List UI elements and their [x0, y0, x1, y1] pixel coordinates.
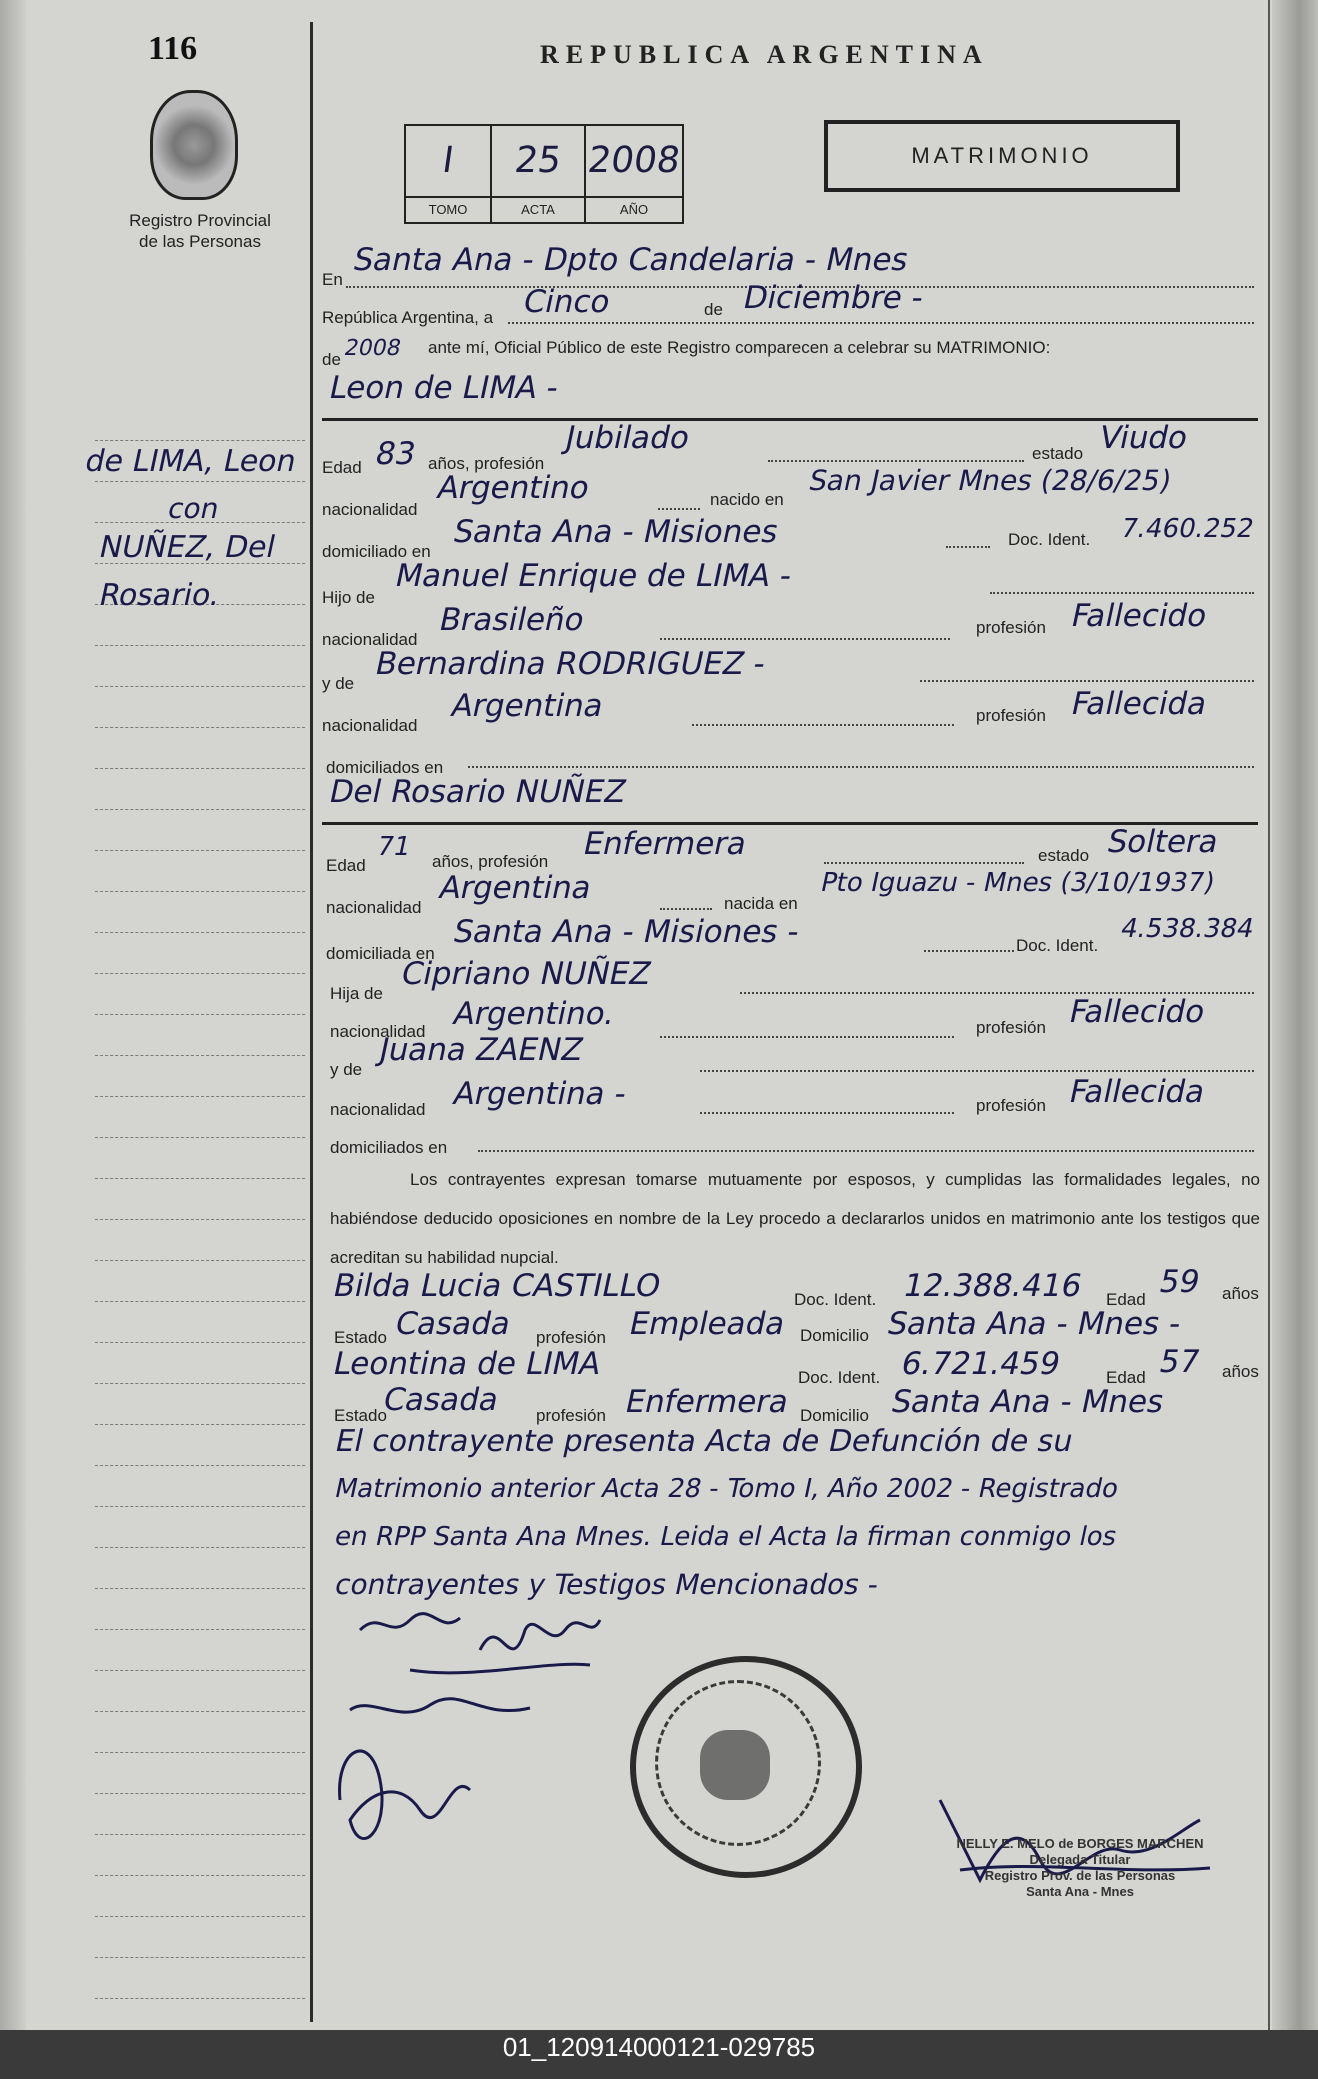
groom-signature: [350, 1590, 610, 1700]
groom-edad-label: Edad: [322, 458, 362, 477]
margin-ruled-line: [95, 1342, 305, 1343]
margin-ruled-line: [95, 1219, 305, 1220]
bride-mother-nat-label: nacionalidad: [330, 1100, 426, 1119]
witness1-prof-label: profesión: [536, 1328, 606, 1347]
margin-ruled-line: [95, 850, 305, 851]
official-name: NELLY E. MELO de BORGES MARCHEN: [956, 1836, 1204, 1851]
bride-profesion-label: años, profesión: [432, 852, 549, 871]
witness2-doc: 6.721.459: [898, 1346, 1064, 1382]
bride-nacionalidad-label: nacionalidad: [326, 898, 422, 917]
witness2-prof-label: profesión: [536, 1406, 606, 1425]
margin-ruled-line: [95, 1260, 305, 1261]
witness1-age: 59: [1156, 1264, 1204, 1300]
groom-profesion-label: años, profesión: [428, 454, 545, 473]
bride-father-nat-label: nacionalidad: [330, 1022, 426, 1041]
bride-mother-nat: Argentina -: [450, 1076, 630, 1112]
margin-ruled-line: [95, 932, 305, 933]
groom-mother-prof: Fallecida: [1068, 686, 1211, 722]
registry-line-2: de las Personas: [139, 232, 261, 251]
witness2-name: Leontina de LIMA: [330, 1346, 605, 1382]
ano-label: AÑO: [586, 196, 682, 222]
witness2-doc-label: Doc. Ident.: [798, 1368, 881, 1387]
margin-ruled-line: [95, 1506, 305, 1507]
note-line-2: Matrimonio anterior Acta 28 - Tomo I, Año 2002 - Registrado: [332, 1474, 1122, 1504]
margin-ruled-line: [95, 686, 305, 687]
bride-yde-label: y de: [330, 1060, 363, 1079]
groom-yde-label: y de: [322, 674, 355, 693]
bride-edad-label: Edad: [326, 856, 366, 875]
witness2-status: Casada: [380, 1382, 503, 1418]
tomo-value: I: [439, 140, 457, 181]
witness2-address: Santa Ana - Mnes: [888, 1384, 1168, 1420]
groom-father-nat-label: nacionalidad: [322, 630, 418, 649]
witness2-anos-label: años: [1222, 1362, 1259, 1381]
margin-ruled-line: [95, 1383, 305, 1384]
margin-ruled-line: [95, 1301, 305, 1302]
margin-ruled-line: [95, 481, 305, 482]
groom-mother: Bernardina RODRIGUEZ -: [372, 646, 769, 682]
margin-ruled-line: [95, 727, 305, 728]
bride-prof-line: [824, 862, 1024, 864]
bride-mother-nat-line: [700, 1112, 954, 1114]
bride-address: Santa Ana - Misiones -: [450, 914, 803, 950]
margin-ruled-line: [95, 973, 305, 974]
bride-doc-label: Doc. Ident.: [1016, 936, 1099, 955]
groom-mother-prof-label: profesión: [976, 706, 1046, 725]
bride-mother-line: [700, 1070, 1254, 1072]
groom-father-prof: Fallecido: [1068, 598, 1211, 634]
margin-ruled-line: [95, 1711, 305, 1712]
de-label: de: [704, 300, 723, 319]
bride-doc: 4.538.384: [1118, 914, 1257, 944]
left-page-edge: [0, 0, 26, 2030]
groom-prof-line: [768, 460, 1024, 462]
record-box: [404, 124, 684, 224]
groom-doc-label: Doc. Ident.: [1008, 530, 1091, 549]
witness1-anos-label: años: [1222, 1284, 1259, 1303]
note-line-1: El contrayente presenta Acta de Defunción de su: [332, 1424, 1077, 1459]
witness2-profession: Enfermera: [622, 1384, 793, 1420]
groom-father: Manuel Enrique de LIMA -: [392, 558, 796, 594]
margin-ruled-line: [95, 1096, 305, 1097]
groom-father-prof-label: profesión: [976, 618, 1046, 637]
bride-name: Del Rosario NUÑEZ: [326, 774, 630, 810]
groom-parents-dom-line: [468, 766, 1254, 768]
bride-father-prof: Fallecido: [1066, 994, 1209, 1030]
place-value: Santa Ana - Dpto Candelaria - Mnes: [350, 242, 912, 278]
witness1-address: Santa Ana - Mnes -: [884, 1306, 1185, 1342]
groom-mother-nat-label: nacionalidad: [322, 716, 418, 735]
bride-parents-dom-line: [478, 1150, 1254, 1152]
groom-estado-label: estado: [1032, 444, 1084, 463]
witness1-profession: Empleada: [626, 1306, 789, 1342]
margin-divider: [310, 22, 313, 2022]
en-label: En: [322, 270, 343, 289]
margin-ruled-line: [95, 768, 305, 769]
groom-name: Leon de LIMA -: [326, 370, 562, 406]
margin-ruled-line: [95, 1875, 305, 1876]
country-heading: REPUBLICA ARGENTINA: [540, 40, 989, 69]
bride-nat-line: [660, 908, 712, 910]
bride-nacida-label: nacida en: [724, 894, 798, 913]
groom-father-nat-line: [660, 638, 950, 640]
witness1-edad-label: Edad: [1106, 1290, 1146, 1309]
margin-ruled-line: [95, 645, 305, 646]
margin-ruled-line: [95, 1588, 305, 1589]
bride-hija-label: Hija de: [330, 984, 383, 1003]
margin-note-line-4: Rosario.: [96, 578, 224, 613]
margin-ruled-line: [95, 1834, 305, 1835]
groom-nationality: Argentino: [434, 470, 593, 506]
act-type-box: MATRIMONIO: [824, 120, 1180, 192]
margin-ruled-line: [95, 1629, 305, 1630]
official-signature-block: [950, 1836, 1210, 1900]
bride-profession: Enfermera: [580, 826, 751, 862]
witness1-status: Casada: [392, 1306, 515, 1342]
bride-nationality: Argentina: [436, 870, 595, 906]
margin-ruled-line: [95, 1465, 305, 1466]
groom-nacido-label: nacido en: [710, 490, 784, 509]
year-value: 2008: [342, 336, 404, 361]
registry-label: [110, 210, 290, 252]
tomo-cell: [406, 126, 492, 222]
margin-ruled-line: [95, 1916, 305, 1917]
bride-father-nat-line: [660, 1036, 954, 1038]
groom-civil-status: Viudo: [1096, 420, 1192, 456]
groom-mother-nat-line: [692, 724, 954, 726]
margin-ruled-line: [95, 1670, 305, 1671]
witness1-estado-label: Estado: [334, 1328, 387, 1347]
month-value: Diciembre -: [740, 280, 927, 316]
note-line-3: en RPP Santa Ana Mnes. Leida el Acta la firman conmigo los: [332, 1522, 1120, 1552]
groom-mother-line: [920, 680, 1254, 682]
declaration-paragraph: Los contrayentes expresan tomarse mutuamente por esposos, y cumplidas las formalidades legales, no habiéndose deducido oposiciones en nombre de la Ley procedo a declararlos unidos en matrimonio ante los testigos que acreditan su habilidad nupcial.: [330, 1170, 1260, 1267]
bride-dom-line: [924, 950, 1014, 952]
note-line-4: contrayentes y Testigos Mencionados -: [332, 1568, 882, 1601]
de2-label: de: [322, 350, 341, 369]
folio-number: 116: [148, 30, 198, 67]
line-date: [508, 322, 1254, 324]
groom-hijo-label: Hijo de: [322, 588, 375, 607]
official-registry: Registro Prov. de las Personas: [984, 1868, 1176, 1883]
bride-mother: Juana ZAENZ: [376, 1032, 587, 1068]
acta-label: ACTA: [492, 196, 584, 222]
acta-value: 25: [512, 140, 564, 181]
bride-dom-label: domiciliada en: [326, 944, 435, 963]
ano-cell: [586, 126, 682, 222]
margin-ruled-line: [95, 1055, 305, 1056]
groom-address: Santa Ana - Misiones: [450, 514, 782, 550]
groom-dom-line: [946, 546, 990, 548]
groom-nat-line: [658, 508, 700, 510]
margin-ruled-line: [95, 891, 305, 892]
bride-birth: Pto Iguazu - Mnes (3/10/1937): [818, 868, 1218, 898]
bride-age: 71: [374, 832, 414, 862]
margin-ruled-line: [95, 1424, 305, 1425]
statement-text: ante mí, Oficial Público de este Registro comparecen a celebrar su MATRIMONIO:: [428, 338, 1051, 357]
margin-ruled-line: [95, 1793, 305, 1794]
ano-value: 2008: [585, 140, 683, 181]
witness1-dom-label: Domicilio: [800, 1326, 869, 1345]
margin-ruled-line: [95, 1178, 305, 1179]
groom-profession: Jubilado: [562, 420, 693, 456]
groom-mother-nat: Argentina: [448, 688, 607, 724]
bride-mother-prof-label: profesión: [976, 1096, 1046, 1115]
margin-ruled-line: [95, 440, 305, 441]
tomo-label: TOMO: [406, 196, 490, 222]
republica-label: República Argentina, a: [322, 308, 494, 327]
groom-birth: San Javier Mnes (28/6/25): [806, 464, 1175, 497]
groom-age: 83: [372, 436, 420, 472]
witness1-name: Bilda Lucia CASTILLO: [330, 1268, 665, 1304]
witness2-edad-label: Edad: [1106, 1368, 1146, 1387]
bride-civil-status: Soltera: [1104, 824, 1222, 860]
margin-note-line-1: de LIMA, Leon: [82, 444, 300, 479]
official-place: Santa Ana - Mnes: [1026, 1884, 1134, 1899]
bride-parents-dom-label: domiciliados en: [330, 1138, 448, 1157]
margin-ruled-line: [95, 1752, 305, 1753]
margin-ruled-line: [95, 1547, 305, 1548]
witnesses-signatures: [330, 1690, 590, 1880]
witness2-estado-label: Estado: [334, 1406, 387, 1425]
groom-father-nat: Brasileño: [436, 602, 588, 638]
groom-nacionalidad-label: nacionalidad: [322, 500, 418, 519]
witness2-dom-label: Domicilio: [800, 1406, 869, 1425]
right-page-edge: [1272, 0, 1318, 2030]
province-seal-icon: [150, 90, 238, 200]
margin-ruled-line: [95, 1957, 305, 1958]
witness1-doc-label: Doc. Ident.: [794, 1290, 877, 1309]
margin-note-line-3: NUÑEZ, Del: [96, 530, 279, 565]
right-border-line: [1268, 0, 1270, 2030]
bride-mother-prof: Fallecida: [1066, 1074, 1209, 1110]
margin-ruled-line: [95, 1137, 305, 1138]
footer-code: 01_120914000121-029785: [502, 2032, 816, 2062]
groom-father-line: [990, 592, 1254, 594]
bride-father-prof-label: profesión: [976, 1018, 1046, 1037]
bride-father-nat: Argentino.: [450, 996, 619, 1032]
acta-cell: [492, 126, 586, 222]
margin-ruled-line: [95, 1014, 305, 1015]
bride-estado-label: estado: [1038, 846, 1090, 865]
official-title: Delegada Titular: [1029, 1852, 1131, 1867]
margin-note-line-2: con: [165, 492, 223, 525]
bride-father: Cipriano NUÑEZ: [398, 956, 655, 992]
groom-doc: 7.460.252: [1118, 514, 1257, 544]
groom-parents-dom-label: domiciliados en: [326, 758, 444, 777]
witness2-age: 57: [1156, 1344, 1204, 1380]
registry-line-1: Registro Provincial: [129, 211, 271, 230]
stamp-emblem-icon: [700, 1730, 770, 1800]
witness1-doc: 12.388.416: [900, 1268, 1086, 1304]
groom-dom-label: domiciliado en: [322, 542, 431, 561]
day-value: Cinco: [520, 284, 614, 320]
margin-ruled-line: [95, 809, 305, 810]
margin-ruled-line: [95, 1998, 305, 1999]
